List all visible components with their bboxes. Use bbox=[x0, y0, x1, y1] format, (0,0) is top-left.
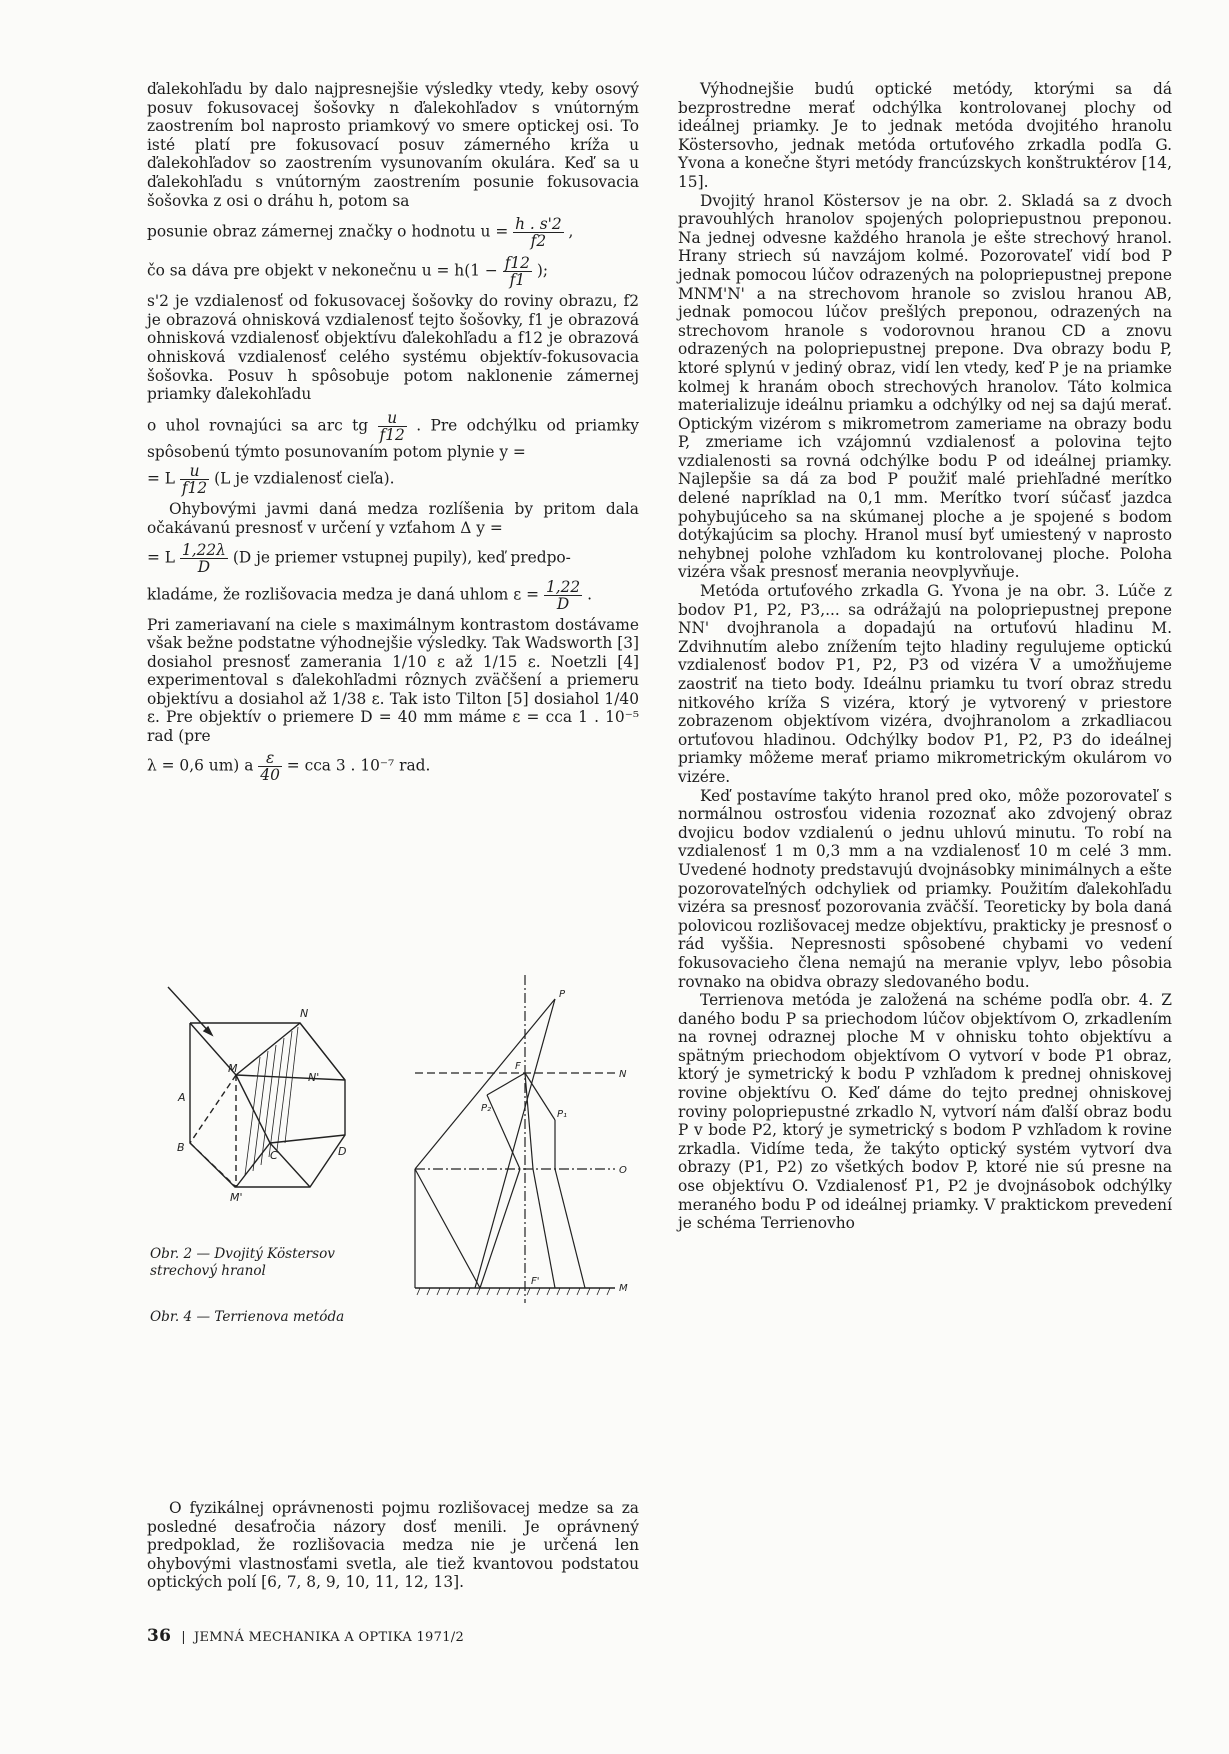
label-p2: P₂ bbox=[481, 1103, 492, 1114]
fraction: $\frac{1,22}{D}$ bbox=[545, 577, 581, 613]
page-footer bbox=[147, 1626, 464, 1646]
left-column bbox=[147, 80, 639, 787]
bottom-left-text bbox=[147, 1499, 639, 1592]
label-b: B bbox=[177, 1141, 185, 1154]
paragraph: Keď postavíme takýto hranol pred oko, môže pozorovateľ s normálnou ostrosťou videnia rozoznať ako zdvojený obraz dvojicu bodov vzdialenú o jednu uhlovú minutu. To robí na vzdialenosť 1 m 0,3 mm a na vzdialenosť 10 m celé 3 mm. Uvedené hodnoty predstavujú dvojnásobky minimálnych a ešte pozorovateľných odchyliek od priamky. Použitím ďalekohľadu vizéra sa presnosť pozorovania zväčší. Teoreticky by bola daná polovicou rozlišovacej medze objektívu, prakticky je presnosť o rád vyššia. Nepresnosti spôsobené chybami vo vedení fokusovacieho člena nemajú na meranie vplyv, lebo pôsobia rovnako na obidva obrazy sledovaného bodu. bbox=[678, 786, 1172, 991]
label-n4: N bbox=[619, 1069, 627, 1080]
paragraph: s'2 je vzdialenosť od fokusovacej šošovky do roviny obrazu, f2 je obrazová ohnisková vzdialenosť tejto šošovky, f1 je obrazová ohnisková vzdialenosť objektívu ďalekohľadu a f12 je obrazová ohnisková vzdialenosť celého systému objektív-fokusovacia šošovka. Posuv h spôsobuje potom naklonenie zámernej priamky ďalekohľadu bbox=[147, 292, 639, 404]
paragraph: ďalekohľadu by dalo najpresnejšie výsledky vtedy, keby osový posuv fokusovacej šošovky n ďalekohľadov s vnútorným zaostrením bol naprosto priamkový vo smere optickej osi. To isté platí pre fokusovací posuv zámerného kríža u ďalekohľadov so zaostrením vysunovaním okulára. Keď sa u ďalekohľadu s vnútorným zaostrením posunie fokusovacia šošovka z osi o dráhu h, potom sa bbox=[147, 80, 639, 210]
label-f: F bbox=[515, 1061, 521, 1072]
formula-line: = L $\frac{1,22\lambda}{D}$ (D je priemer vstupnej pupily), keď predpo- bbox=[147, 540, 571, 576]
formula-line: kladáme, že rozlišovacia medza je daná uhlom ε = $\frac{1,22}{D}$ . bbox=[147, 577, 593, 613]
paragraph: Dvojitý hranol Köstersov je na obr. 2. Skladá sa z dvoch pravouhlých hranolov spojených polopriepustnou preponou. Na jednej odvesne každého hranola je ešte strechový hranol. Hrany striech sú navzájom kolmé. Pozorovateľ vidí bod P jednak pomocou lúčov odrazených na polopriepustnej prepone MNM'N' a na strechovom hranole so zvislou hranou AB, jednak pomocou lúčov prešlých preponou, odrazených na strechovom hranole s vodorovnou hranou CD a znovu odrazených na polopriepustnej prepone. Dva obrazy bodu P, ktoré splynú v jediný obraz, vidí len vtedy, keď P je na priamke kolmej k hranám oboch strechových hranolov. Táto kolmica materializuje ideálnu priamku a odchýlky od nej sa dajú merať. Optickým vizérom s mikrometrom zameriame na obrazy bodu P, zmeriame ich vzájomnú vzdialenosť a polovina tejto vzdialenosti sa rovná odchýlke bodu P od ideálnej priamky. Najlepšie sa dá za bod P použiť malé priehľadné merítko delené napríklad na 0,1 mm. Merítko tvorí súčasť jazdca pohybujúceho sa na skúmanej ploche a je spojené s bodom dotýkajúcim sa plochy. Hranol musí byť umiestený v naprosto nehybnej polohe vzhľadom ku kontrolovanej ploche. Poloha vizéra však presnosť merania neovplyvňuje. bbox=[678, 191, 1172, 582]
fraction: $\frac{f12}{f1}$ bbox=[504, 254, 530, 290]
paragraph: Ohybovými javmi daná medza rozlíšenia by pritom dala očakávanú presnosť v určení y vzťahom Δ y = bbox=[147, 500, 639, 537]
fraction: $\frac{u}{f12}$ bbox=[379, 408, 405, 444]
formula-line: o uhol rovnajúci sa arc tg $\frac{u}{f12}$ . Pre odchýlku od priamky spôsobenú týmto posunovaním potom plynie y = bbox=[147, 408, 639, 461]
fraction: $\frac{\varepsilon}{40}$ bbox=[260, 748, 280, 784]
fraction: $\frac{h . s'2}{f2}$ bbox=[515, 215, 562, 251]
fraction: $\frac{1,22\lambda}{D}$ bbox=[181, 540, 226, 576]
paragraph: Výhodnejšie budú optické metódy, ktorými sa dá bezprostredne merať odchýlka kontrolovanej plochy od ideálnej priamky. Je to jednak metóda dvojitého hranolu Köstersovho, jednak metóda ortuťového zrkadla podľa G. Yvona a konečne štyri metódy francúzskych konštruktérov [14, 15]. bbox=[678, 80, 1172, 191]
right-column bbox=[678, 80, 1172, 1233]
formula-line: = L $\frac{u}{f12}$ (L je vzdialenosť cieľa). bbox=[147, 462, 395, 498]
label-p1: P₁ bbox=[557, 1109, 568, 1120]
kosters-prism-figure bbox=[150, 975, 390, 1240]
terrien-method-figure bbox=[375, 975, 645, 1315]
figure-2-caption: Obr. 2 — Dvojitý Köstersov strechový hranol bbox=[150, 1246, 335, 1279]
label-o: O bbox=[619, 1165, 627, 1176]
paragraph: Metóda ortuťového zrkadla G. Yvona je na obr. 3. Lúče z bodov P1, P2, P3,... sa odrážajú na polopriepustnej prepone NN' dvojhranola a dopadajú na ortuťovú hladinu M. Zdvihnutím alebo znížením tejto hladiny regulujeme optickú vzdialenosť bodov P1, P2, P3 od vizéra V a umožňujeme zaostriť na tieto body. Ideálnu priamku tu tvorí obraz stredu nitkového kríža S vizéra, ktorý je vytvorený v priestore zobrazenom objektívom vizéra, dvojhranolom a zrkadliacou ortuťovou hladinou. Odchýlky bodov P1, P2, P3 do ideálnej priamky môžeme merať priamo mikrometrickým okulárom vo vizére. bbox=[678, 582, 1172, 786]
label-p: P bbox=[559, 989, 566, 1000]
label-m: M bbox=[228, 1062, 238, 1075]
label-m-prime: M' bbox=[230, 1191, 243, 1204]
label-d: D bbox=[338, 1145, 347, 1158]
paragraph: O fyzikálnej oprávnenosti pojmu rozlišovacej medze sa za posledné desaťročia názory dosť menili. Je oprávnený predpoklad, že rozlišovacia medza nie je určená len ohybovými vlastnosťami svetla, ale tiež kvantovou podstatou optických polí [6, 7, 8, 9, 10, 11, 12, 13]. bbox=[147, 1499, 639, 1592]
paragraph: Terrienova metóda je založená na schéme podľa obr. 4. Z daného bodu P sa priechodom lúčov objektívom O, zrkadlením na rovnej odraznej ploche M v ohnisku tohto objektívu a spätným priechodom objektívom O vytvorí v bode P1 obraz, ktorý je symetrický k bodu P vzhľadom k prednej ohniskovej rovine objektívu O. Keď dáme do tejto prednej ohniskovej roviny polopriepustné zrkadlo N, vytvorí nám ďalší obraz bodu P v bode P2, ktorý je symetrický s bodom P vzhľadom k rovine zrkadla. Vidíme teda, že takýto optický systém vytvorí dva obrazy (P1, P2) zo všetkých bodov P, ktoré nie sú presne na ose objektívu O. Vzdialenosť P1, P2 je dvojnásobok odchýlky meraného bodu P od ideálnej priamky. V praktickom prevedení je schéma Terrienovho bbox=[678, 991, 1172, 1233]
formula-line: čo sa dáva pre objekt v nekonečnu u = h(1 − $\frac{f12}{f1}$ ); bbox=[147, 254, 549, 290]
footer-divider: | bbox=[181, 1630, 186, 1645]
formula-line: λ = 0,6 um) a $\frac{\varepsilon}{40}$ = cca 3 . 10⁻⁷ rad. bbox=[147, 748, 431, 784]
label-m4: M bbox=[619, 1283, 628, 1294]
journal-name: JEMNÁ MECHANIKA A OPTIKA 1971/2 bbox=[193, 1630, 465, 1645]
label-a: A bbox=[178, 1091, 186, 1104]
label-f-prime: F' bbox=[531, 1276, 540, 1287]
paragraph: Pri zameriavaní na ciele s maximálnym kontrastom dostávame však bežne podstatne výhodnejšie výsledky. Tak Wadsworth [3] dosiahol presnosť zamerania 1/10 ε až 1/15 ε. Noetzli [4] experimentoval s ďalekohľadmi rôznych zväčšení a priemeru objektívu a dosiahol až 1/38 ε. Tak isto Tilton [5] dosiahol 1/40 ε. Pre objektív o priemere D = 40 mm máme ε = cca 1 . 10⁻⁵ rad (pre bbox=[147, 615, 639, 746]
label-n: N bbox=[300, 1007, 309, 1020]
label-n-prime: N' bbox=[308, 1071, 320, 1084]
formula-line: posunie obraz zámernej značky o hodnotu u = $\frac{h . s'2}{f2}$ , bbox=[147, 215, 574, 251]
label-c: C bbox=[270, 1149, 278, 1162]
figure-4-caption: Obr. 4 — Terrienova metóda bbox=[150, 1309, 345, 1325]
page-number: 36 bbox=[147, 1626, 172, 1646]
fraction: $\frac{u}{f12}$ bbox=[181, 462, 208, 498]
